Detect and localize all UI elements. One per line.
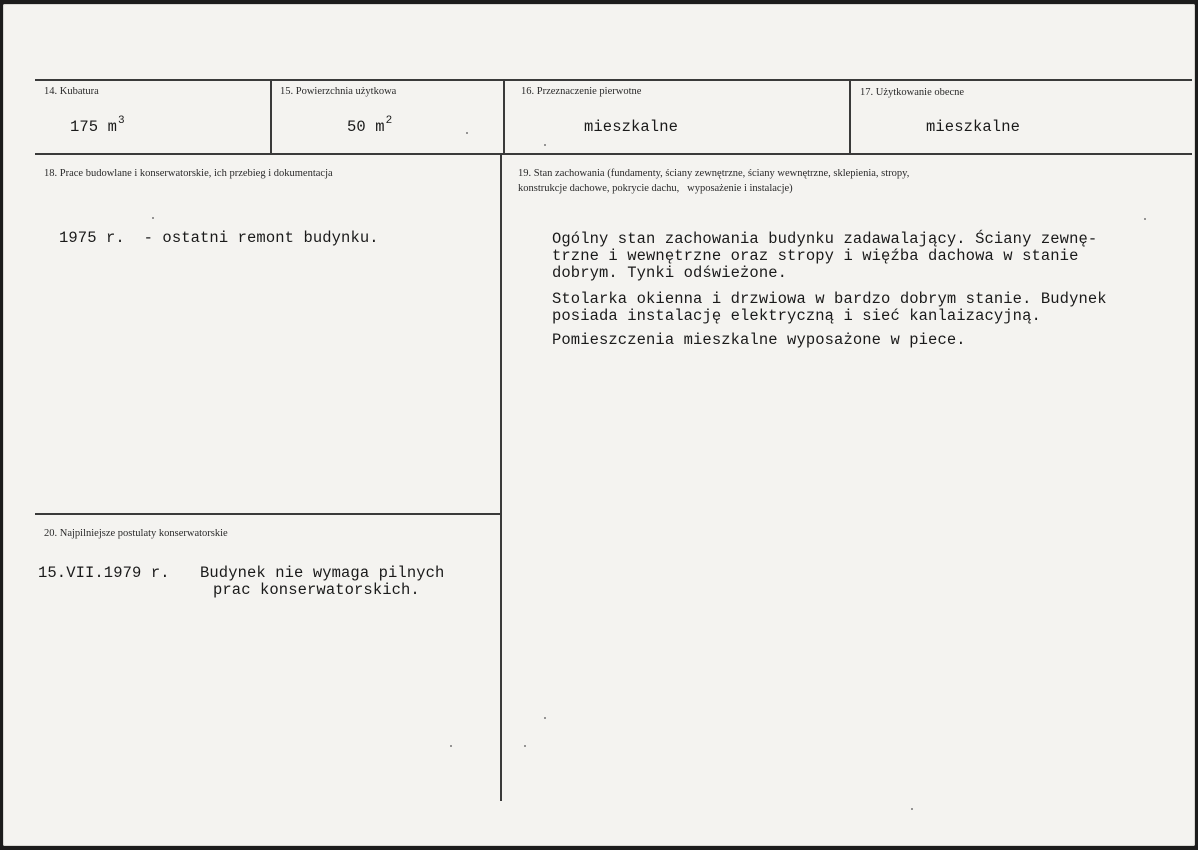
postulate-text-line-1: Budynek nie wymaga pilnych <box>200 564 445 582</box>
field-18-label: 18. Prace budowlane i konserwatorskie, ich przebieg i dokumentacja <box>44 168 333 179</box>
field-18-value: 1975 r. - ostatni remont budynku. <box>59 229 379 247</box>
field-17-value: mieszkalne <box>926 118 1021 136</box>
postulate-date: 15.VII.1979 r. <box>38 564 170 582</box>
paper-speck <box>544 717 546 719</box>
section-18-20-rule <box>35 513 501 515</box>
condition-p1-line-1: Ogólny stan zachowania budynku zadawalający. Ściany zewnę- <box>552 230 1098 248</box>
field-20-label: 20. Najpilniejsze postulaty konserwatorskie <box>44 528 228 539</box>
main-column-divider <box>500 153 502 801</box>
field-16-value: mieszkalne <box>584 118 679 136</box>
field-14-label: 14. Kubatura <box>44 86 99 97</box>
paper-speck <box>1144 218 1146 220</box>
divider-16-17 <box>849 79 851 155</box>
field-15-label: 15. Powierzchnia użytkowa <box>280 86 397 97</box>
top-rule <box>35 79 1192 81</box>
condition-p3-line-1: Pomieszczenia mieszkalne wyposażone w piece. <box>552 331 966 349</box>
paper-speck <box>152 217 154 219</box>
divider-14-15 <box>270 79 272 155</box>
paper-speck <box>450 745 452 747</box>
divider-15-16 <box>503 79 505 155</box>
field-15-value <box>347 115 393 136</box>
postulate-text-line-2: prac konserwatorskich. <box>213 581 420 599</box>
cubature-value: 175 m <box>70 118 118 136</box>
condition-p2-line-1: Stolarka okienna i drzwiowa w bardzo dobrym stanie. Budynek <box>552 290 1107 308</box>
paper-speck <box>544 144 546 146</box>
condition-p2-line-2: posiada instalację elektryczną i sieć kanlaizacyjną. <box>552 307 1041 325</box>
field-17-label: 17. Użytkowanie obecne <box>860 87 965 98</box>
field-19-label-line-1: 19. Stan zachowania (fundamenty, ściany zewnętrzne, ściany wewnętrzne, sklepienia, stropy, <box>518 168 910 179</box>
condition-p1-line-2: trzne i wewnętrzne oraz stropy i więźba dachowa w stanie <box>552 247 1079 265</box>
paper-speck <box>911 808 913 810</box>
usable-area-value: 50 m <box>347 118 385 136</box>
header-row-rule <box>35 153 1192 155</box>
field-16-label: 16. Przeznaczenie pierwotne <box>521 86 642 97</box>
field-14-value <box>70 115 125 136</box>
cubature-unit-exponent: 3 <box>118 115 125 127</box>
paper-speck <box>466 132 468 134</box>
field-19-label-line-2: konstrukcje dachowe, pokrycie dachu, wyposażenie i instalacje) <box>518 183 793 194</box>
record-card <box>3 4 1195 846</box>
area-unit-exponent: 2 <box>385 115 393 127</box>
condition-p1-line-3: dobrym. Tynki odświeżone. <box>552 264 788 282</box>
paper-speck <box>524 745 526 747</box>
